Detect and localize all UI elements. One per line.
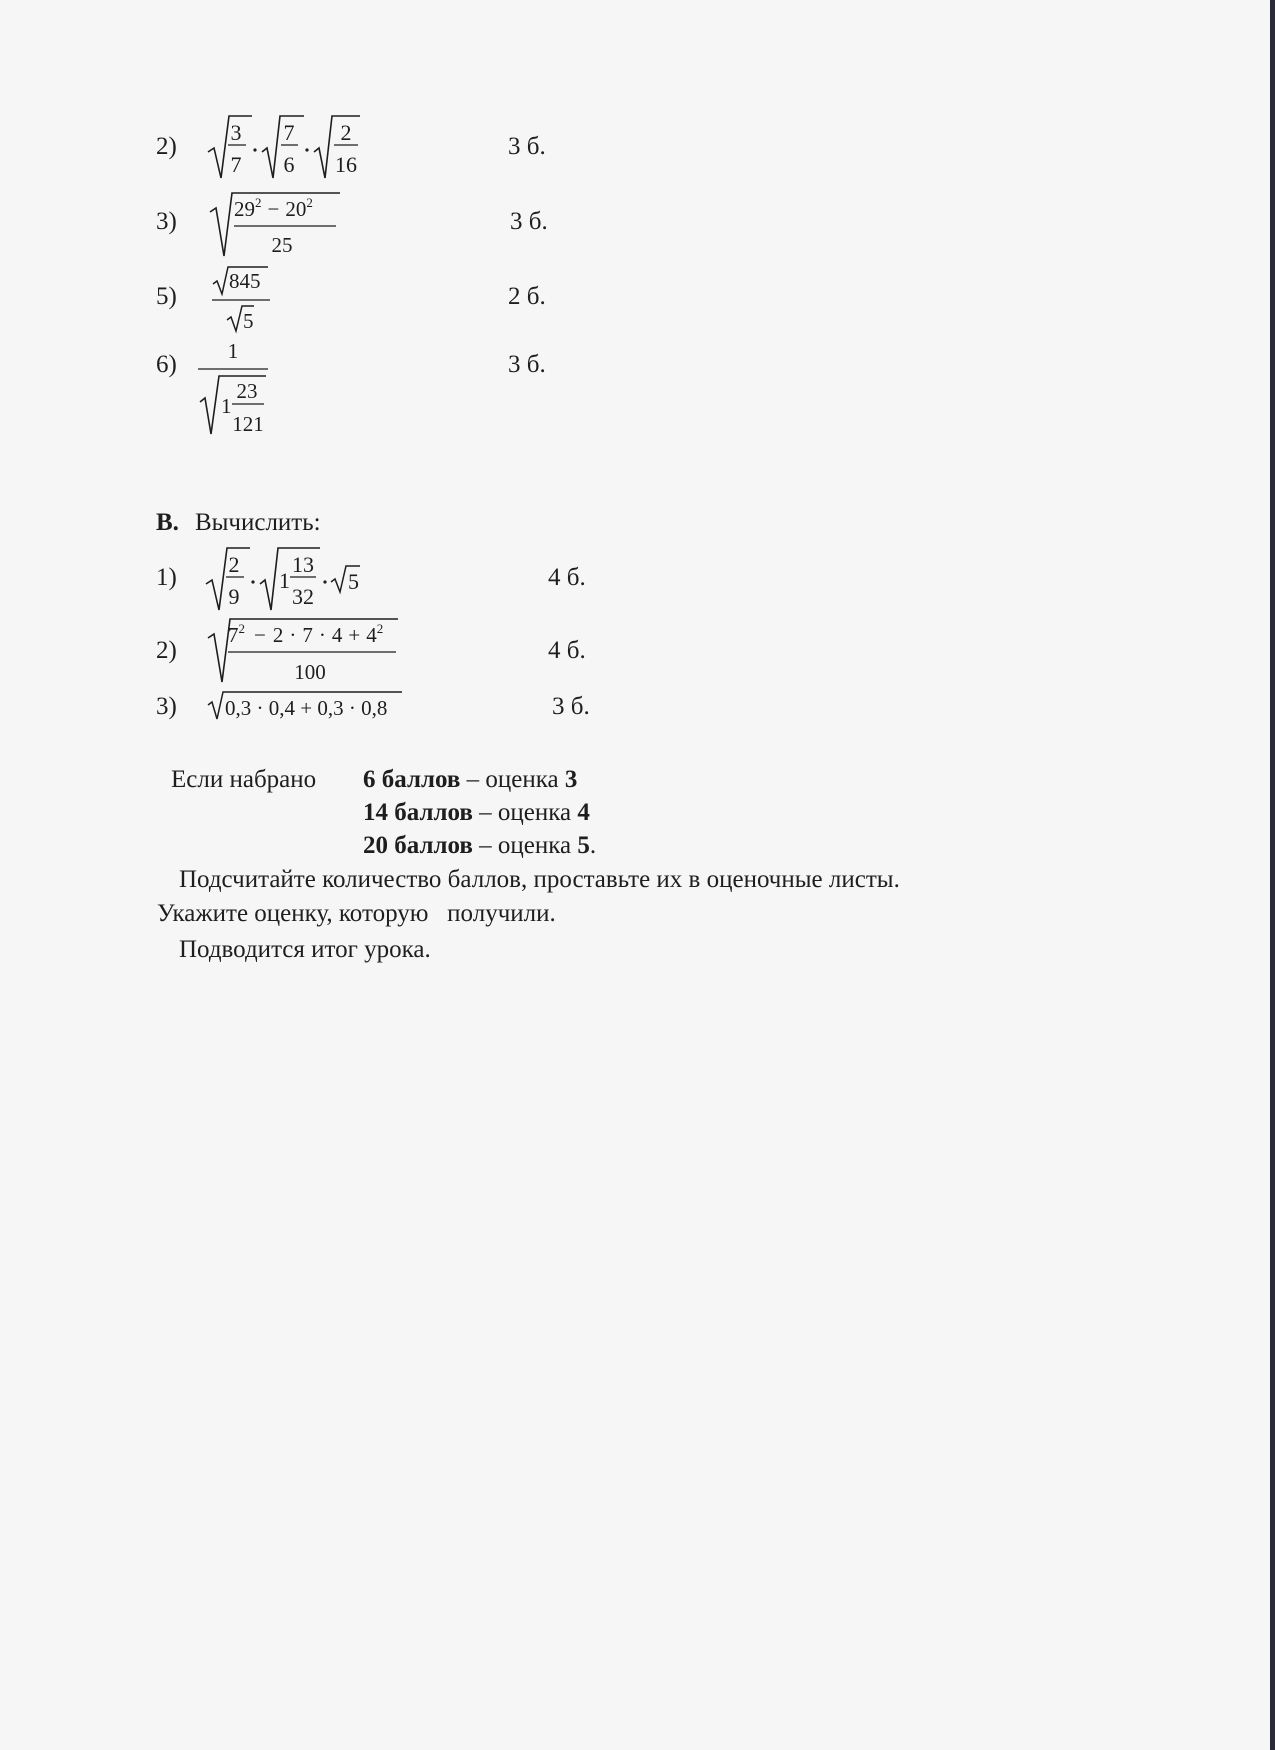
mixed-numerator: 23 xyxy=(236,379,258,403)
denominator: 7 xyxy=(230,152,242,177)
expression-root-fraction xyxy=(206,616,406,686)
denominator: 5 xyxy=(243,309,254,333)
mixed-denominator: 32 xyxy=(292,584,314,609)
points: 2 б. xyxy=(508,283,546,310)
grading-row: 6 баллов – оценка 3 xyxy=(363,766,578,793)
points: 4 б. xyxy=(548,637,586,664)
numerator: 2 xyxy=(340,120,352,145)
points: 3 б. xyxy=(510,208,548,235)
points: 3 б. xyxy=(552,693,590,720)
section-title: Вычислить: xyxy=(194,509,321,536)
problem-number: 2) xyxy=(156,637,177,664)
section-label: В. xyxy=(156,509,179,536)
radicand: 0,3 · 0,4 + 0,3 · 0,8 xyxy=(225,696,388,720)
mixed-whole: 1 xyxy=(279,568,290,593)
problem-number: 5) xyxy=(156,283,177,310)
denominator: 6 xyxy=(283,152,295,177)
numerator: 1 xyxy=(227,339,239,363)
problem-number: 2) xyxy=(156,133,177,160)
grading-intro: Если набрано xyxy=(171,766,317,793)
points: 3 б. xyxy=(508,133,546,160)
problem-number: 6) xyxy=(156,351,177,378)
radicand: 5 xyxy=(348,569,359,594)
numerator: 2 xyxy=(228,552,240,577)
expression-root-product xyxy=(204,544,374,616)
expression-root-quotient xyxy=(210,264,280,336)
points: 3 б. xyxy=(508,351,546,378)
grading-row: 14 баллов – оценка 4 xyxy=(363,799,590,826)
grading-row: 20 баллов – оценка 5. xyxy=(363,832,597,859)
numerator: $7^2 - 2 \cdot 7 \cdot 4 + 4^2$ xyxy=(228,621,384,647)
closing-line-3: Подводится итог урока. xyxy=(179,936,431,963)
problem-number: 3) xyxy=(156,208,177,235)
scan-edge-shadow xyxy=(1270,0,1275,1750)
expression-root-product xyxy=(206,112,366,184)
denominator: 16 xyxy=(335,152,357,177)
numerator: $29^2 - 20^2$ xyxy=(234,195,313,221)
closing-line-2: Укажите оценку, которую получили. xyxy=(157,900,556,927)
numerator: 7 xyxy=(283,120,295,145)
problem-number: 1) xyxy=(156,564,177,591)
closing-line-1: Подсчитайте количество баллов, проставьте их в оценочные листы. xyxy=(179,866,900,893)
mixed-denominator: 121 xyxy=(232,412,264,436)
numerator: 845 xyxy=(229,269,261,293)
denominator: 9 xyxy=(228,584,240,609)
numerator: 3 xyxy=(230,120,242,145)
mixed-whole: 1 xyxy=(221,394,232,418)
denominator: 25 xyxy=(271,233,293,257)
mixed-numerator: 13 xyxy=(292,552,314,577)
problem-number: 3) xyxy=(156,693,177,720)
denominator: 100 xyxy=(294,660,326,684)
expression-root-fraction xyxy=(208,190,348,260)
points: 4 б. xyxy=(548,564,586,591)
section-b-heading xyxy=(156,508,321,538)
expression-root-sum xyxy=(206,689,406,725)
expression-reciprocal-root xyxy=(196,338,276,438)
